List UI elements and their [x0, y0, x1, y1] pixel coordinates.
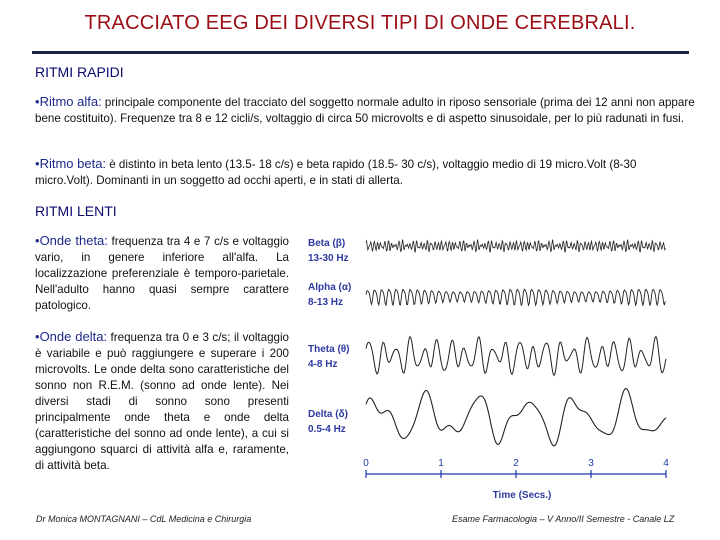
time-axis-ticks — [363, 458, 669, 478]
paragraph-delta — [35, 329, 289, 474]
text-delta: frequenza tra 0 e 3 c/s; il voltaggio è variabile e può raggiungere e superare i 200 microvolts. Le onde delta sono caratteristiche del sonno non R.E.M. (sonno ad onde lente). Nei diversi stadi di sonno sono presenti principalmente onde theta e onde delta (caratteristiche del sonno ad onde lente), a cui si aggiungono squarci di attività alfa e, raramente, di attività beta. — [35, 331, 289, 472]
trace-theta — [366, 337, 666, 376]
heading-slow-rhythms: RITMI LENTI — [35, 203, 117, 219]
heading-fast-rhythms: RITMI RAPIDI — [35, 64, 124, 80]
wave-range-beta: 13-30 Hz — [308, 253, 349, 264]
time-tick-label: 1 — [438, 458, 444, 469]
wave-label-alpha: Alpha (α) — [308, 282, 352, 293]
term-alpha: Ritmo alfa: — [39, 94, 102, 109]
slide-title: TRACCIATO EEG DEI DIVERSI TIPI DI ONDE CEREBRALI. — [84, 12, 636, 34]
bullet: • — [35, 329, 40, 344]
bullet: • — [35, 233, 40, 248]
footer-course: Esame Farmacologia – V Anno/II Semestre - Canale LZ — [452, 514, 675, 524]
title-divider — [32, 51, 689, 54]
time-tick-label: 2 — [513, 458, 519, 469]
time-tick-label: 4 — [663, 458, 669, 469]
wave-range-alpha: 8-13 Hz — [308, 297, 344, 308]
wave-range-delta: 0.5-4 Hz — [308, 424, 346, 435]
wave-label-beta: Beta (β) — [308, 238, 346, 249]
term-theta: Onde theta: — [39, 233, 108, 248]
trace-alpha — [366, 289, 665, 305]
term-beta: Ritmo beta: — [39, 156, 107, 171]
bullet: • — [35, 156, 40, 171]
text-alpha: principale componente del tracciato del soggetto normale adulto in riposo sensoriale (prima dei 12 anni non appare bene costituito). Frequenze tra 8 e 12 cicli/s, voltaggio di circa 50 microvolts e di aspetto sinusoidale, per lo più radunati in fusi. — [35, 96, 695, 125]
wave-label-delta: Delta (δ) — [308, 409, 348, 420]
bullet: • — [35, 94, 40, 109]
paragraph-alpha — [35, 94, 695, 127]
paragraph-theta — [35, 233, 289, 314]
wave-label-theta: Theta (θ) — [308, 344, 350, 355]
time-tick-label: 0 — [363, 458, 369, 469]
time-tick-label: 3 — [588, 458, 594, 469]
eeg-waveforms-figure — [300, 228, 688, 504]
time-axis-label: Time (Secs.) — [492, 490, 552, 501]
paragraph-beta — [35, 156, 695, 189]
term-delta: Onde delta: — [39, 329, 108, 344]
wave-range-theta: 4-8 Hz — [308, 359, 338, 370]
text-beta: è distinto in beta lento (13.5- 18 c/s) e beta rapido (18.5- 30 c/s), voltaggio medio di 19 micro.Volt (8-30 micro.Volt). Dominanti in un soggetto ad occhi aperti, e in stati di allerta. — [35, 158, 637, 187]
text-theta: frequenza tra 4 e 7 c/s e voltaggio vario, in genere inferiore all'alfa. La localizzazione preferenziale è temporo-parietale. Nell'adulto hanno quasi sempre carattere patologico. — [35, 235, 289, 312]
footer-author: Dr Monica MONTAGNANI – CdL Medicina e Chirurgia — [36, 514, 252, 524]
trace-beta — [366, 240, 665, 253]
trace-delta — [366, 389, 666, 446]
